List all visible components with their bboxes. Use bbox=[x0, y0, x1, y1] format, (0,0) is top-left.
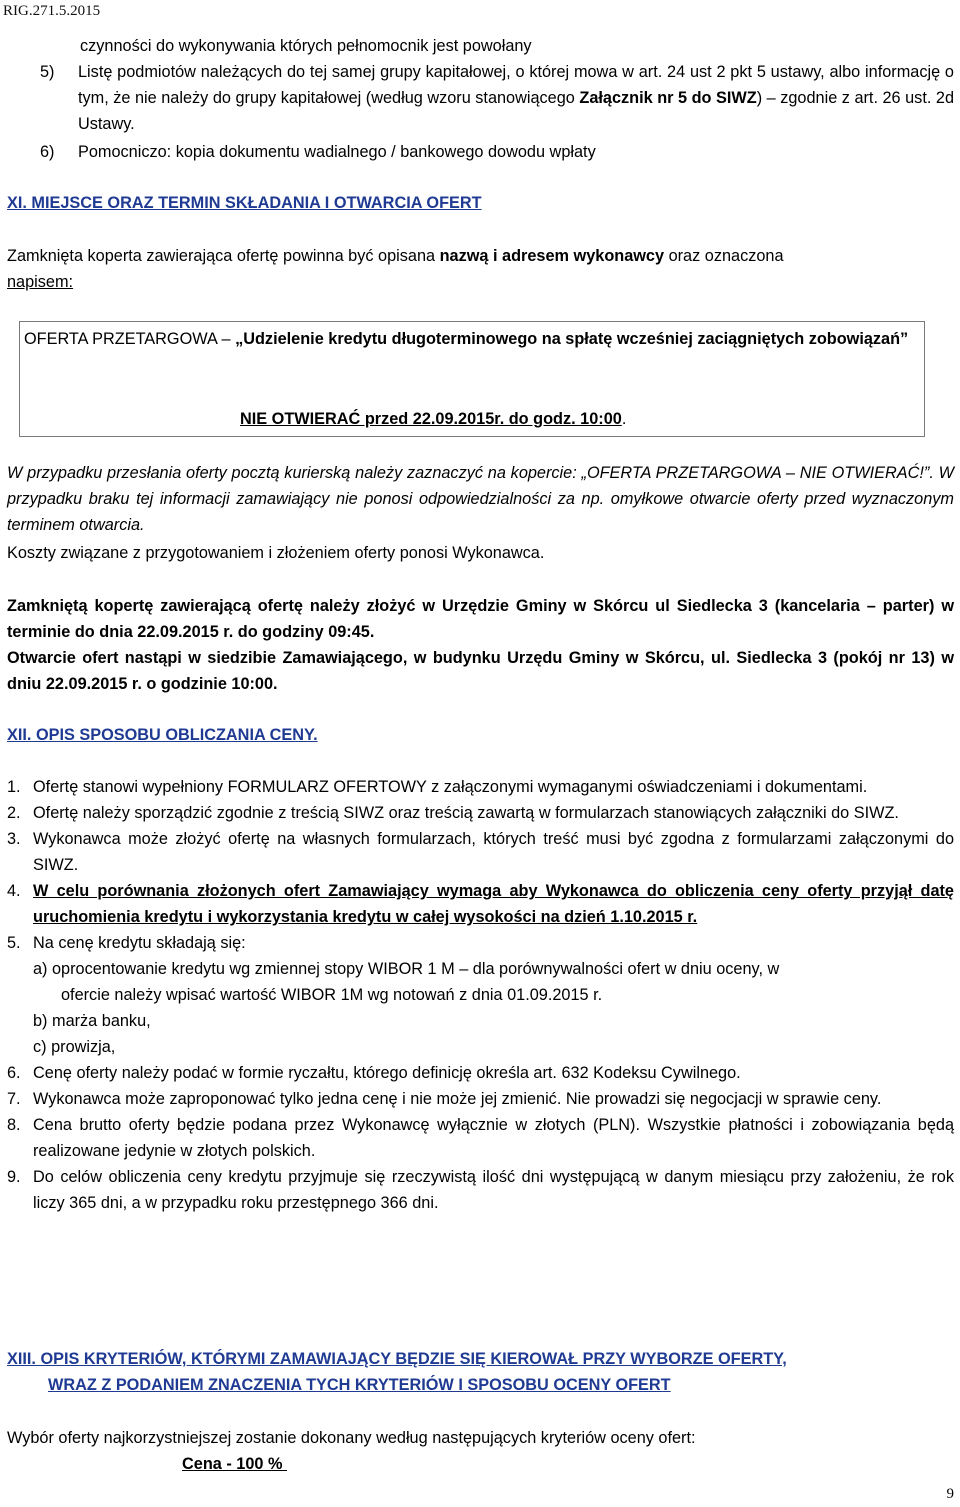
section-xiii-paragraph: Wybór oferty najkorzystniejszej zostanie dokonany według następujących kryteriów oceny ofert: bbox=[7, 1429, 696, 1447]
list-number: 6. bbox=[7, 1064, 21, 1082]
section-xi-paragraph-1 bbox=[7, 243, 954, 295]
sub-item-text: a) oprocentowanie kredytu wg zmiennej stopy WIBOR 1 M – dla porównywalności ofert w dniu oceny, w bbox=[33, 960, 780, 978]
list-number: 5. bbox=[7, 934, 21, 952]
list-number: 3. bbox=[7, 830, 21, 848]
list-item bbox=[7, 1112, 954, 1164]
envelope-label-text bbox=[24, 326, 922, 352]
sub-item-b bbox=[7, 1008, 954, 1034]
list-item-5 bbox=[40, 59, 954, 137]
list-text-end: ) – zgodnie z art. 26 ust. 2d Ustawy. bbox=[78, 89, 955, 133]
section-xi-paragraph-4: Zamkniętą kopertę zawierającą ofertę należy złożyć w Urzędzie Gminy w Skórcu ul Siedlecka 3 (kancelaria – parter) w terminie do dnia 22.09.2015 r. do godziny 09:45. bbox=[7, 597, 954, 641]
price-criterion: Cena - 100 % bbox=[182, 1455, 287, 1473]
do-not-open-line bbox=[240, 406, 840, 432]
intro-line: czynności do wykonywania których pełnomocnik jest powołany bbox=[80, 37, 532, 55]
list-item bbox=[7, 930, 954, 956]
section-xi-paragraph-3: Koszty związane z przygotowaniem i złożeniem oferty ponosi Wykonawca. bbox=[7, 544, 545, 562]
list-text: Listę podmiotów należących do tej samej grupy kapitałowej, o której mowa w art. 24 ust 2 pkt 5 ustawy, albo informację o tym, że nie należy do grupy kapitałowej (według wzoru stanowiącego bbox=[78, 63, 954, 107]
do-not-open-text: NIE OTWIERAĆ przed 22.09.2015r. do godz. 10:00 bbox=[240, 410, 622, 428]
list-number: 1. bbox=[7, 778, 21, 796]
sub-item-text: b) marża banku, bbox=[33, 1012, 151, 1030]
sub-item-text: ofercie należy wpisać wartość WIBOR 1M wg notowań z dnia 01.09.2015 r. bbox=[61, 986, 603, 1004]
list-item bbox=[7, 800, 954, 826]
section-xi-paragraph-2: W przypadku przesłania oferty pocztą kurierską należy zaznaczyć na kopercie: „OFERTA PRZETARGOWA – NIE OTWIERAĆ!”. W przypadku braku tej informacji zamawiający nie ponosi odpowiedzialności za np. omyłkowe otwarcie oferty przed wyznaczonym terminem otwarcia. bbox=[7, 464, 954, 534]
list-item bbox=[7, 1086, 954, 1112]
section-xii-title: XII. OPIS SPOSOBU OBLICZANIA CENY. bbox=[7, 726, 318, 744]
list-number: 8. bbox=[7, 1116, 21, 1134]
price-rules-list bbox=[7, 774, 954, 1216]
sub-item-text: c) prowizja, bbox=[33, 1038, 116, 1056]
list-text: W celu porównania złożonych ofert Zamawiający wymaga aby Wykonawca do obliczenia ceny oferty przyjął datę uruchomienia kredytu i wykorzystania kredytu w całej wysokości na dzień 1.10.2015 r. bbox=[33, 882, 954, 926]
list-text: Wykonawca może złożyć ofertę na własnych formularzach, których treść musi być zgodna z formularzami załączonymi do SIWZ. bbox=[33, 830, 954, 874]
list-number: 7. bbox=[7, 1090, 21, 1108]
list-item bbox=[7, 1164, 954, 1216]
list-text: Cenę oferty należy podać w formie ryczałtu, którego definicję określa art. 632 Kodeksu Cywilnego. bbox=[33, 1064, 741, 1082]
paragraph-text: oraz oznaczona bbox=[664, 247, 784, 265]
list-item bbox=[7, 1060, 954, 1086]
list-item bbox=[7, 826, 954, 878]
list-text: Ofertę stanowi wypełniony FORMULARZ OFERTOWY z załączonymi wymaganymi oświadczeniami i dokumentami. bbox=[33, 778, 868, 796]
page-number: 9 bbox=[946, 1486, 954, 1502]
sub-item-c bbox=[7, 1034, 954, 1060]
list-text: Ofertę należy sporządzić zgodnie z treścią SIWZ oraz treścią zawartą w formularzach stanowiących załączniki do SIWZ. bbox=[33, 804, 899, 822]
sub-item-a bbox=[7, 956, 954, 982]
label-plain: OFERTA PRZETARGOWA – bbox=[24, 330, 236, 348]
list-number: 5) bbox=[40, 63, 55, 81]
list-number: 6) bbox=[40, 143, 55, 161]
list-item bbox=[7, 774, 954, 800]
section-xiii-title-line1: XIII. OPIS KRYTERIÓW, KTÓRYMI ZAMAWIAJĄCY BĘDZIE SIĘ KIEROWAŁ PRZY WYBORZE OFERTY, bbox=[7, 1350, 787, 1368]
section-xi-title: XI. MIEJSCE ORAZ TERMIN SKŁADANIA I OTWARCIA OFERT bbox=[7, 194, 482, 212]
list-number: 4. bbox=[7, 882, 21, 900]
paragraph-text: napisem: bbox=[7, 273, 74, 291]
list-text: Cena brutto oferty będzie podana przez Wykonawcę wyłącznie w złotych (PLN). Wszystkie płatności i zobowiązania będą realizowane jedynie w złotych polskich. bbox=[33, 1116, 954, 1160]
paragraph-text: Zamknięta koperta zawierająca ofertę powinna być opisana bbox=[7, 247, 440, 265]
list-text: Wykonawca może zaproponować tylko jedna cenę i nie może jej zmienić. Nie prowadzi się negocjacji w sprawie ceny. bbox=[33, 1090, 882, 1108]
list-number: 9. bbox=[7, 1168, 21, 1186]
list-number: 2. bbox=[7, 804, 21, 822]
list-text: Do celów obliczenia ceny kredytu przyjmuje się rzeczywistą ilość dni występującą w danym miesiącu przy założeniu, że rok liczy 365 dni, a w przypadku roku przestępnego 366 dni. bbox=[33, 1168, 954, 1212]
label-bold: „Udzielenie kredytu długoterminowego na spłatę wcześniej zaciągniętych zobowiązań” bbox=[235, 330, 909, 348]
trailing-dot: . bbox=[621, 410, 627, 428]
section-xiii-title-line2: WRAZ Z PODANIEM ZNACZENIA TYCH KRYTERIÓW I SPOSOBU OCENY OFERT bbox=[48, 1376, 671, 1394]
emphasis-text: nazwą i adresem wykonawcy bbox=[439, 247, 665, 265]
list-text: Na cenę kredytu składają się: bbox=[33, 934, 246, 952]
sub-item-a-cont bbox=[7, 982, 954, 1008]
list-item-6 bbox=[40, 139, 954, 165]
attachment-ref: Załącznik nr 5 do SIWZ bbox=[579, 89, 757, 107]
list-item bbox=[7, 878, 954, 930]
list-text: Pomocniczo: kopia dokumentu wadialnego / bankowego dowodu wpłaty bbox=[78, 143, 596, 161]
document-reference: RIG.271.5.2015 bbox=[3, 3, 101, 19]
section-xi-paragraph-5: Otwarcie ofert nastąpi w siedzibie Zamawiającego, w budynku Urzędu Gminy w Skórcu, ul. Siedlecka 3 (pokój nr 13) w dniu 22.09.2015 r. o godzinie 10:00. bbox=[7, 649, 954, 693]
